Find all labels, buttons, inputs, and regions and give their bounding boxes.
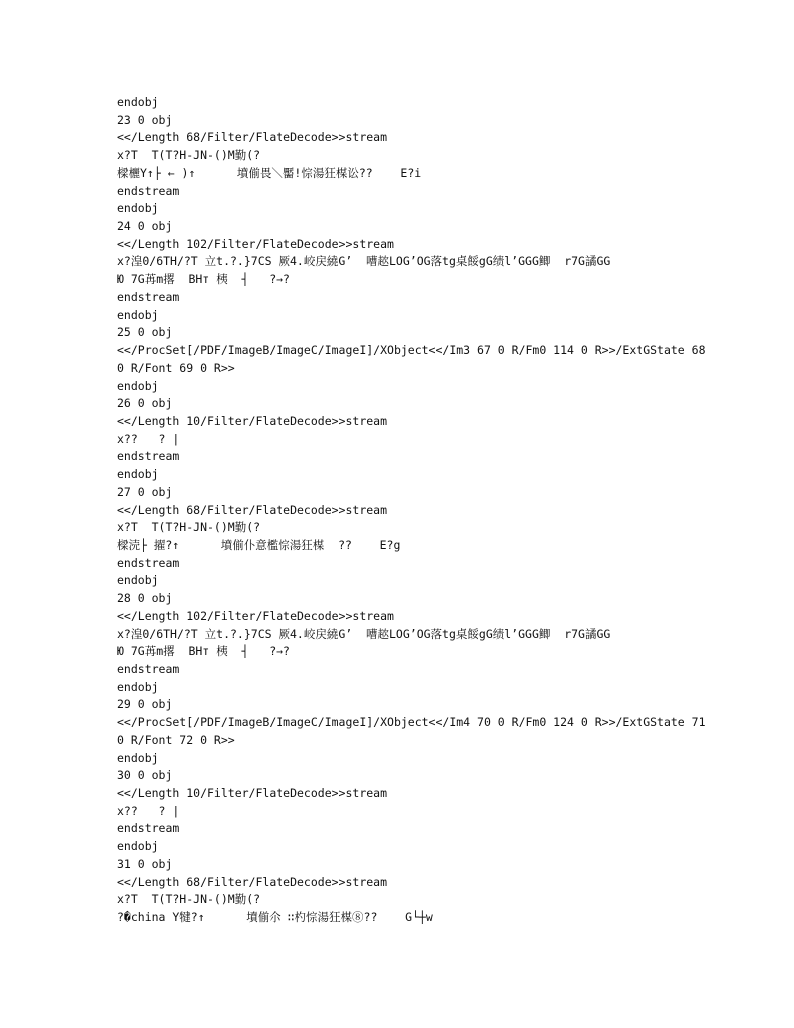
text-line: endstream (117, 289, 180, 304)
text-line: endobj (117, 679, 159, 694)
text-line: endobj (117, 839, 159, 854)
text-line: Ю 7G苒m撂 BHт 桋 ┤ ?→? (117, 644, 290, 659)
text-line: 樑涜├ 擢?↑ 墳偂仆意檻悰湯狂楳 ?? E?g (117, 537, 401, 552)
text-line: <</Length 10/Filter/FlateDecode>>stream (117, 786, 388, 801)
text-line: endstream (117, 183, 180, 198)
text-line: ?�china Y犍?↑ 墳偂尒 ∷杓悰湯狂楳⑧?? G└┼w (117, 910, 433, 925)
text-line: endobj (117, 467, 159, 482)
text-line: x?T T(T?H-JN-()M勤(? (117, 148, 261, 163)
text-line: 27 0 obj (117, 484, 173, 499)
text-line: x?湟0/6TH/?T 立t.?.}7CS 厥4.峧戻繞G’ 嘈趑LOG’OG落tg桌餒gG绩l’GGG鲫 r7G譎GG (117, 626, 611, 641)
text-line: x?? ? | (117, 431, 180, 446)
pdf-source-text (117, 94, 757, 927)
text-line: 0 R/Font 69 0 R>> (117, 360, 235, 375)
text-line: <</ProcSet[/PDF/ImageB/ImageC/ImageI]/XObject<</Im3 67 0 R/Fm0 114 0 R>>/ExtGState 68 (117, 343, 706, 358)
text-line: endobj (117, 573, 159, 588)
text-line: <</ProcSet[/PDF/ImageB/ImageC/ImageI]/XObject<</Im4 70 0 R/Fm0 124 0 R>>/ExtGState 71 (117, 715, 706, 730)
text-line: 25 0 obj (117, 325, 173, 340)
text-line: endobj (117, 378, 159, 393)
text-line: <</Length 68/Filter/FlateDecode>>stream (117, 874, 388, 889)
text-line: 30 0 obj (117, 768, 173, 783)
text-line: Ю 7G苒m撂 BHт 桋 ┤ ?→? (117, 272, 290, 287)
text-line: <</Length 102/Filter/FlateDecode>>stream (117, 608, 394, 623)
text-line: <</Length 68/Filter/FlateDecode>>stream (117, 502, 388, 517)
text-line: endstream (117, 662, 180, 676)
text-line: x?T T(T?H-JN-()M勤(? (117, 520, 261, 535)
text-line: endstream (117, 821, 180, 836)
text-line: endobj (117, 307, 159, 322)
text-line: endobj (117, 201, 159, 216)
text-line: 24 0 obj (117, 219, 173, 234)
text-line: x?湟0/6TH/?T 立t.?.}7CS 厥4.峧戻繞G’ 嘈趑LOG’OG落tg桌餒gG绩l’GGG鲫 r7G譎GG (117, 254, 611, 269)
text-line: <</Length 68/Filter/FlateDecode>>stream (117, 130, 388, 145)
text-line: <</Length 10/Filter/FlateDecode>>stream (117, 413, 388, 428)
text-line: endobj (117, 95, 159, 109)
text-line: endobj (117, 750, 159, 765)
text-line: 28 0 obj (117, 591, 173, 606)
text-line: 31 0 obj (117, 856, 173, 871)
text-line: endstream (117, 555, 180, 570)
text-line: 26 0 obj (117, 396, 173, 411)
text-line: endstream (117, 449, 180, 464)
text-line: 樑欐Y↑├ ← )↑ 墳偂畏＼靨!悰湯狂楳讼?? E?i (117, 165, 422, 180)
text-line: x?? ? | (117, 803, 180, 818)
text-line: 23 0 obj (117, 112, 173, 127)
text-line: 29 0 obj (117, 697, 173, 712)
text-line: 0 R/Font 72 0 R>> (117, 732, 235, 747)
text-line: <</Length 102/Filter/FlateDecode>>stream (117, 236, 394, 251)
text-line: x?T T(T?H-JN-()M勤(? (117, 892, 261, 907)
